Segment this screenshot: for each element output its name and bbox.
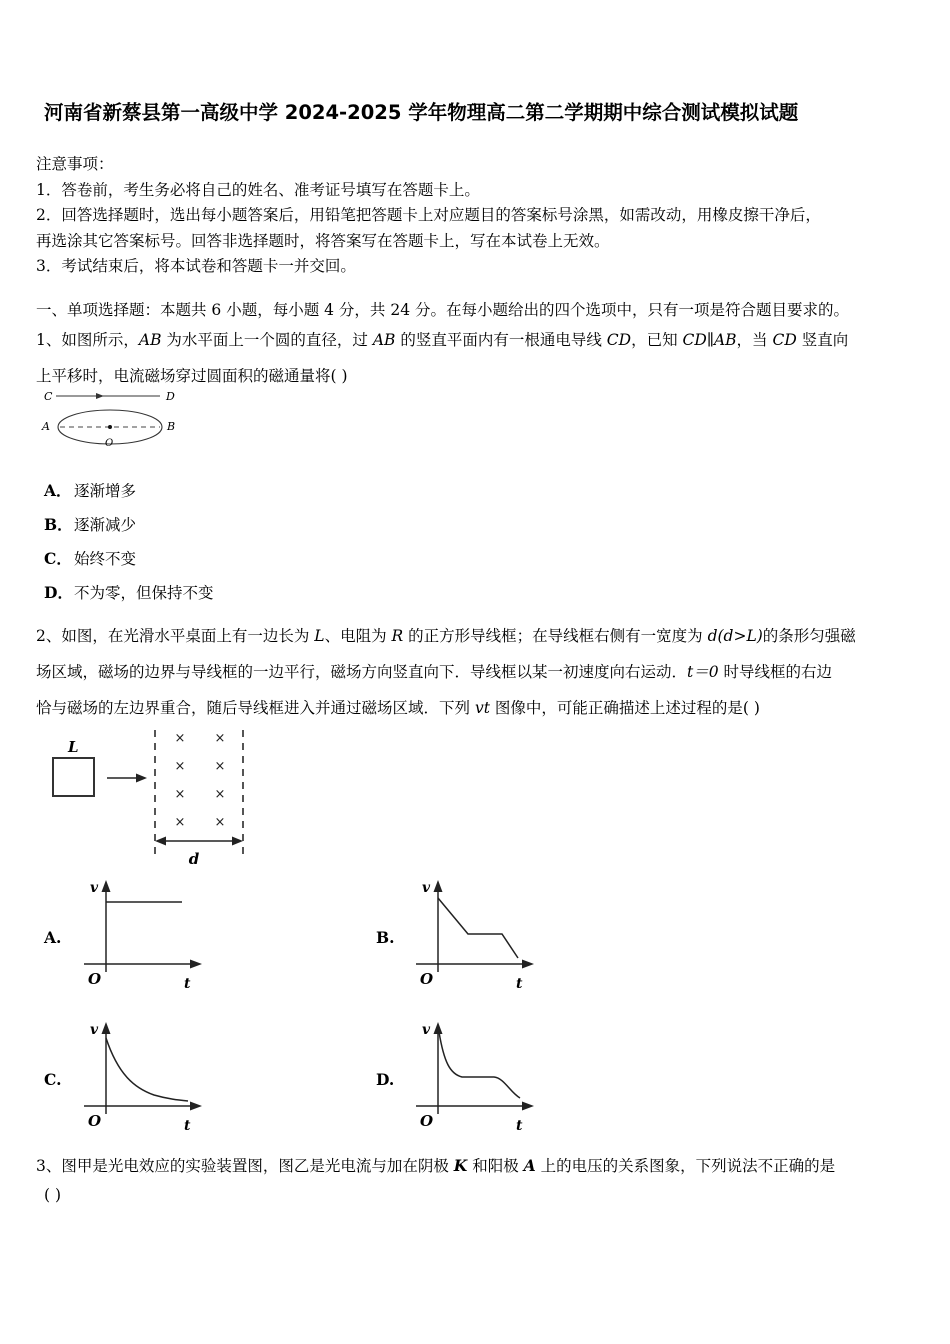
q2-seg-f: 场区域，磁场的边界与导线框的一边平行，磁场方向竖直向下．导线框以某一初速度向右运动． (36, 663, 688, 681)
y-axis-label: v (422, 880, 431, 896)
option-d-letter: D． (44, 583, 73, 602)
x-axis-arrow (522, 1102, 534, 1111)
x-axis-label: t (516, 976, 523, 992)
question-3-text (36, 1148, 922, 1184)
q2-var-vt: vt (474, 699, 490, 717)
q2-var-d: d(d>L) (707, 627, 763, 645)
question-2-graph-options (40, 876, 700, 1148)
question-3-line-1 (36, 1148, 922, 1184)
question-2-text (36, 618, 922, 726)
graph-option-a[interactable] (40, 876, 330, 1000)
origin-label: O (420, 970, 434, 988)
q1-var-cdab: CD∥AB (682, 331, 737, 349)
q1-var-ab2: AB (372, 331, 396, 349)
notice-line-1: 1．答卷前，考生务必将自己的姓名、准考证号填写在答题卡上。 (36, 180, 480, 199)
page-title: 河南省新蔡县第一高级中学 2024-2025 学年物理高二第二学期期中综合测试模拟试题 (44, 101, 799, 124)
option-d[interactable] (44, 576, 444, 610)
graph-option-b[interactable] (372, 876, 662, 1000)
q1-var-cd: CD (606, 331, 632, 349)
field-cross-markers (175, 731, 226, 830)
label-c: C (44, 390, 53, 403)
vt-graph-d (406, 1018, 556, 1136)
option-b-text: 逐渐减少 (74, 516, 137, 534)
question-2-line-2 (36, 654, 922, 690)
q2-seg-e: 的条形匀强磁 (762, 627, 856, 645)
q2-var-r: R (391, 627, 404, 645)
notice-block (36, 152, 920, 280)
graph-option-d-letter: D. (376, 1070, 395, 1089)
cross-marker: × (174, 787, 186, 802)
option-b-letter: B． (44, 515, 73, 534)
curve-exponential-decay (106, 1038, 188, 1101)
option-c-text: 始终不变 (74, 550, 137, 568)
notice-line-4: 3．考试结束后，将本试卷和答题卡一并交回。 (36, 257, 356, 275)
cross-marker: × (214, 815, 226, 830)
square-wire-loop (53, 758, 94, 796)
question-1-options (44, 474, 444, 610)
graph-option-a-letter: A. (44, 928, 62, 947)
curve-linear-flat-linear (438, 898, 518, 958)
origin-label: O (88, 970, 102, 988)
cross-marker: × (214, 759, 226, 774)
q3-seg-a: 3、图甲是光电效应的实验装置图，图乙是光电流与加在阴极 (36, 1157, 454, 1175)
x-axis-arrow (522, 960, 534, 969)
origin-label: O (420, 1112, 434, 1130)
q2-var-l: L (314, 627, 325, 645)
x-axis-label: t (184, 1118, 191, 1134)
label-b: B (167, 420, 176, 433)
y-axis-label: v (90, 880, 99, 896)
question-2-line-1 (36, 618, 922, 654)
q1-seg-f: 竖直向 (796, 331, 849, 349)
q2-seg-b: 、电阻为 (324, 627, 392, 645)
question-2-line-3 (36, 690, 922, 726)
question-1-figure (38, 386, 188, 452)
q2-seg-i: 图像中，可能正确描述上述过程的是( ) (489, 699, 760, 717)
width-arrow-head-left (155, 837, 166, 846)
graph-option-b-letter: B. (376, 928, 395, 947)
label-loop-l: L (68, 738, 79, 756)
q2-seg-a: 2、如图，在光滑水平桌面上有一边长为 (36, 627, 315, 645)
q3-var-k: K (453, 1156, 468, 1175)
cross-marker: × (214, 731, 226, 746)
width-arrow-head-right (232, 837, 243, 846)
x-axis-arrow (190, 1102, 202, 1111)
graph-option-c-letter: C. (44, 1070, 62, 1089)
option-c-letter: C． (44, 549, 72, 568)
q1-seg-a: 1、如图所示， (36, 331, 139, 349)
option-a[interactable] (44, 474, 444, 508)
q3-seg-c: 上的电压的关系图象，下列说法不正确的是 (535, 1157, 836, 1175)
label-d: D (166, 390, 175, 403)
center-point-o (108, 425, 112, 429)
question-1-line-1 (36, 322, 922, 358)
vt-graph-b (406, 876, 556, 994)
q1-seg-e: ，当 (736, 331, 773, 349)
y-axis-arrow (434, 880, 443, 892)
question-3-answer-blank: ( ) (44, 1186, 62, 1204)
option-c[interactable] (44, 542, 444, 576)
velocity-arrow-head (136, 774, 147, 783)
q1-seg-d: ，已知 (631, 331, 683, 349)
cd-current-arrow (96, 393, 104, 399)
q1-seg-c: 的竖直平面内有一根通电导线 (395, 331, 607, 349)
q2-seg-c: 的正方形导线框；在导线框右侧有一宽度为 (403, 627, 708, 645)
section-heading: 一、单项选择题：本题共 6 小题，每小题 4 分，共 24 分。在每小题给出的四个选项中，只有一项是符合题目要求的。 (36, 301, 850, 319)
origin-label: O (88, 1112, 102, 1130)
q1-seg-b: 为水平面上一个圆的直径，过 (161, 331, 373, 349)
y-axis-label: v (422, 1022, 431, 1038)
question-1-text (36, 322, 922, 394)
q3-var-a: A (523, 1156, 536, 1175)
y-axis-arrow (102, 880, 111, 892)
graph-option-c[interactable] (40, 1018, 330, 1142)
q2-seg-h: 恰与磁场的左边界重合，随后导线框进入并通过磁场区域．下列 (36, 699, 475, 717)
y-axis-arrow (434, 1022, 443, 1034)
notice-line-3: 再选涂其它答案标号。回答非选择题时，将答案写在答题卡上，写在本试卷上无效。 (36, 231, 610, 250)
loop-field-diagram (44, 728, 284, 868)
option-a-letter: A． (44, 481, 72, 500)
option-b[interactable] (44, 508, 444, 542)
label-width-d: d (188, 850, 200, 868)
q2-seg-g: 时导线框的右边 (718, 663, 833, 681)
notice-line-2: 2．回答选择题时，选出每小题答案后，用铅笔把答题卡上对应题目的答案标号涂黑，如需改动，用橡皮擦干净后， (36, 206, 821, 224)
x-axis-label: t (184, 976, 191, 992)
x-axis-label: t (516, 1118, 523, 1134)
y-axis-label: v (90, 1022, 99, 1038)
q1-var-ab: AB (138, 331, 162, 349)
y-axis-arrow (102, 1022, 111, 1034)
cross-marker: × (214, 787, 226, 802)
q3-seg-b: 和阳极 (467, 1157, 524, 1175)
question-2-figure (44, 728, 284, 868)
option-d-text: 不为零，但保持不变 (74, 584, 214, 602)
q1-var-cd2: CD (772, 331, 797, 349)
curve-decay-flat-decay (439, 1032, 520, 1098)
x-axis-arrow (190, 960, 202, 969)
label-o: O (105, 438, 114, 449)
vt-graph-c (74, 1018, 224, 1136)
cross-marker: × (174, 815, 186, 830)
cross-marker: × (174, 759, 186, 774)
option-a-text: 逐渐增多 (74, 482, 137, 500)
notice-heading: 注意事项： (36, 155, 114, 173)
q2-var-t: t＝0 (687, 663, 719, 681)
label-a: A (42, 420, 50, 433)
question-1-line-2: 上平移时，电流磁场穿过圆面积的磁通量将( ) (36, 367, 348, 385)
cross-marker: × (174, 731, 186, 746)
ellipse-circuit-diagram (38, 386, 188, 452)
graph-option-d[interactable] (372, 1018, 662, 1142)
vt-graph-a (74, 876, 224, 994)
